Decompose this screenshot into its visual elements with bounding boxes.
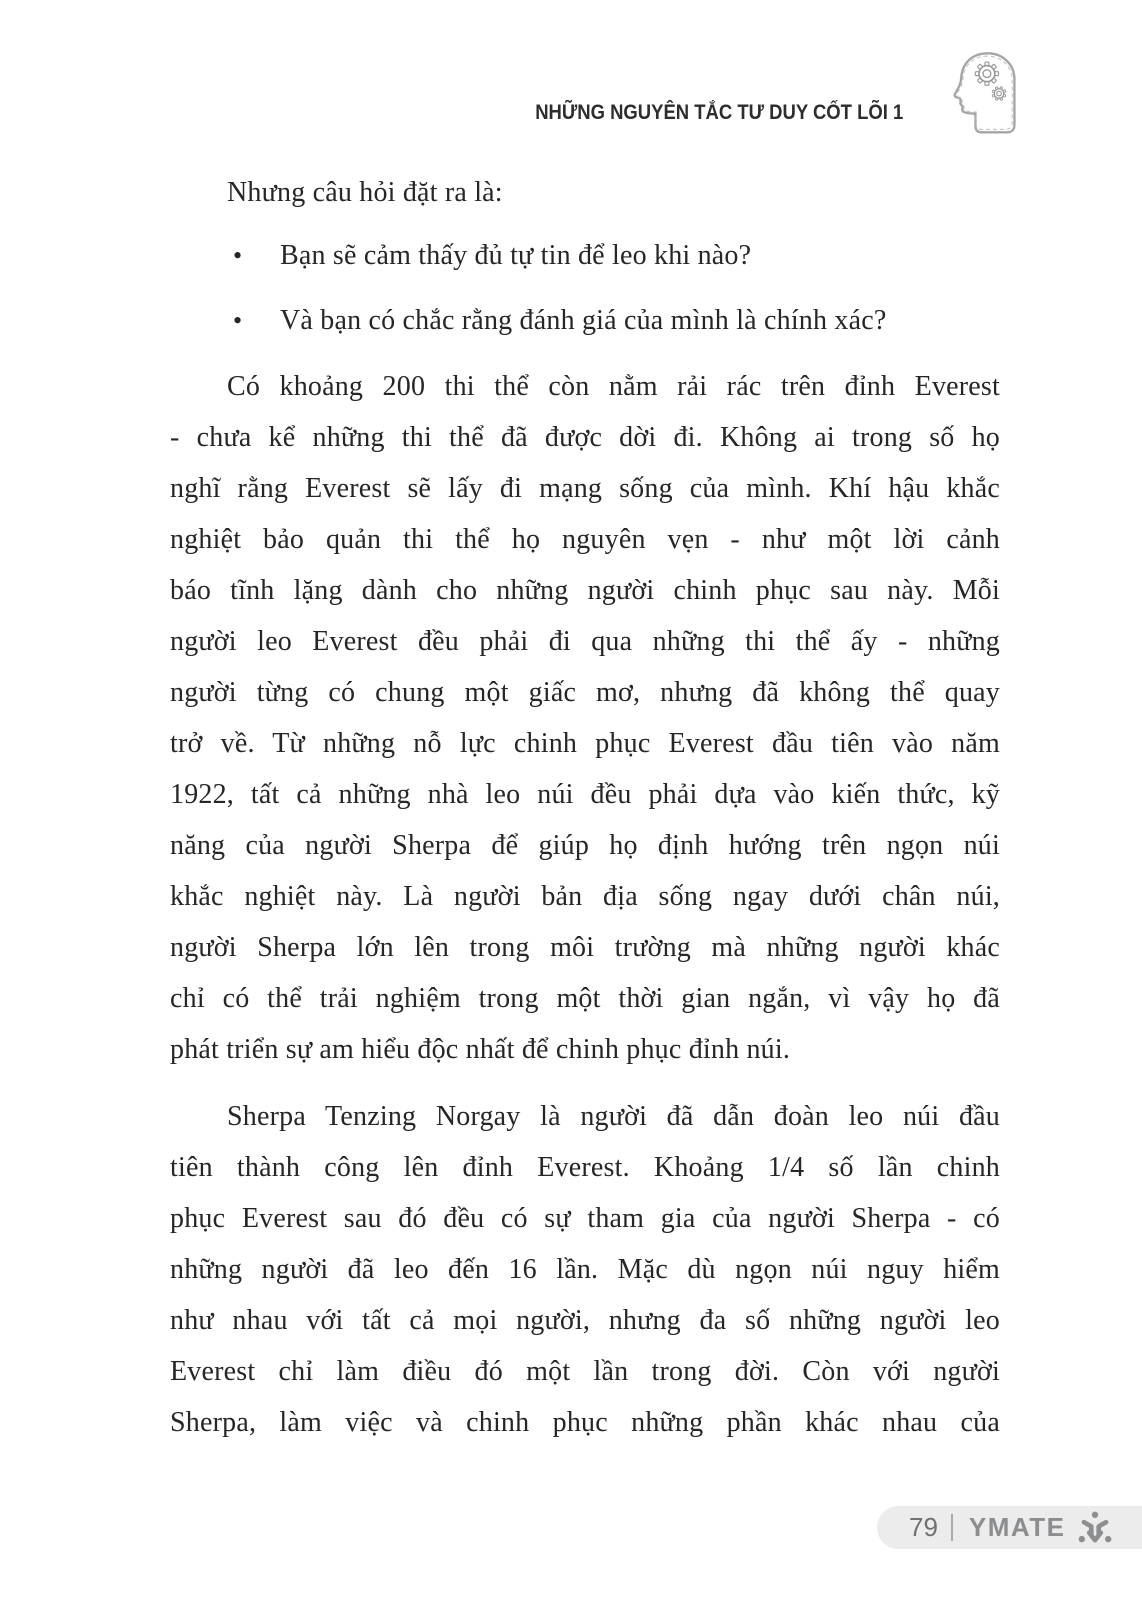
text-line: năng của người Sherpa để giúp họ định hướng trên ngọn núi [170, 830, 1000, 861]
intro-line: Nhưng câu hỏi đặt ra là: [227, 177, 503, 208]
text-line: Có khoảng 200 thi thể còn nằm rải rác trên đỉnh Everest [227, 371, 1000, 402]
bullet-text: Bạn sẽ cảm thấy đủ tự tin để leo khi nào? [280, 240, 752, 271]
page-body-text [170, 167, 1000, 1448]
text-line: phát triển sự am hiểu độc nhất để chinh phục đỉnh núi. [170, 1034, 791, 1065]
ymate-figure-icon [1076, 1509, 1114, 1547]
text-line: khắc nghiệt này. Là người bản địa sống ngay dưới chân núi, [170, 881, 1000, 912]
text-line: người leo Everest đều phải đi qua những thi thể ấy - những [170, 626, 1000, 657]
text-line: nghĩ rằng Everest sẽ lấy đi mạng sống của mình. Khí hậu khắc [170, 473, 1000, 504]
text-line: như nhau với tất cả mọi người, nhưng đa số những người leo [170, 1305, 1000, 1336]
text-line: phục Everest sau đó đều có sự tham gia của người Sherpa - có [170, 1203, 1000, 1234]
text-line: 1922, tất cả những nhà leo núi đều phải dựa vào kiến thức, kỹ [170, 779, 1000, 810]
bullet-item [170, 230, 1000, 281]
paragraph-sherpa [170, 1091, 1000, 1448]
gear-large-icon [975, 62, 998, 85]
text-line: trở về. Từ những nỗ lực chinh phục Everest đầu tiên vào năm [170, 728, 1000, 759]
text-line: - chưa kể những thi thể đã được dời đi. Không ai trong số họ [170, 422, 1000, 453]
bullet-item [170, 295, 1000, 346]
bullet-text: Và bạn có chắc rằng đánh giá của mình là chính xác? [280, 305, 887, 336]
text-line: Sherpa Tenzing Norgay là người đã dẫn đoàn leo núi đầu [227, 1101, 1000, 1132]
text-line: người Sherpa lớn lên trong môi trường mà những người khác [170, 932, 1000, 963]
paragraph-everest [170, 361, 1000, 1075]
bullet-icon: • [233, 241, 243, 270]
text-line: những người đã leo đến 16 lần. Mặc dù ngọn núi nguy hiểm [170, 1254, 1000, 1285]
text-line: tiên thành công lên đỉnh Everest. Khoảng 1/4 số lần chinh [170, 1152, 1000, 1183]
text-line: người từng có chung một giấc mơ, nhưng đã không thể quay [170, 677, 1000, 708]
text-line: Everest chỉ làm điều đó một lần trong đời. Còn với người [170, 1356, 1000, 1387]
page-number: 79 [909, 1512, 938, 1542]
brand-name: YMATE [968, 1512, 1066, 1542]
head-with-gears-icon [952, 50, 1016, 140]
text-line: Sherpa, làm việc và chinh phục những phần khác nhau của [170, 1407, 1000, 1438]
text-line: chỉ có thể trải nghiệm trong một thời gian ngắn, vì vậy họ đã [170, 983, 1000, 1014]
footer-page-badge [877, 1506, 1142, 1549]
bullet-icon: • [233, 306, 243, 335]
footer-divider [951, 1514, 953, 1541]
text-line: nghiệt bảo quản thi thể họ nguyên vẹn - như một lời cảnh [170, 524, 1000, 555]
text-line: báo tĩnh lặng dành cho những người chinh phục sau này. Mỗi [170, 575, 1000, 606]
chapter-header-title: NHỮNG NGUYÊN TẮC TƯ DUY CỐT LÕI 1 [534, 101, 903, 124]
